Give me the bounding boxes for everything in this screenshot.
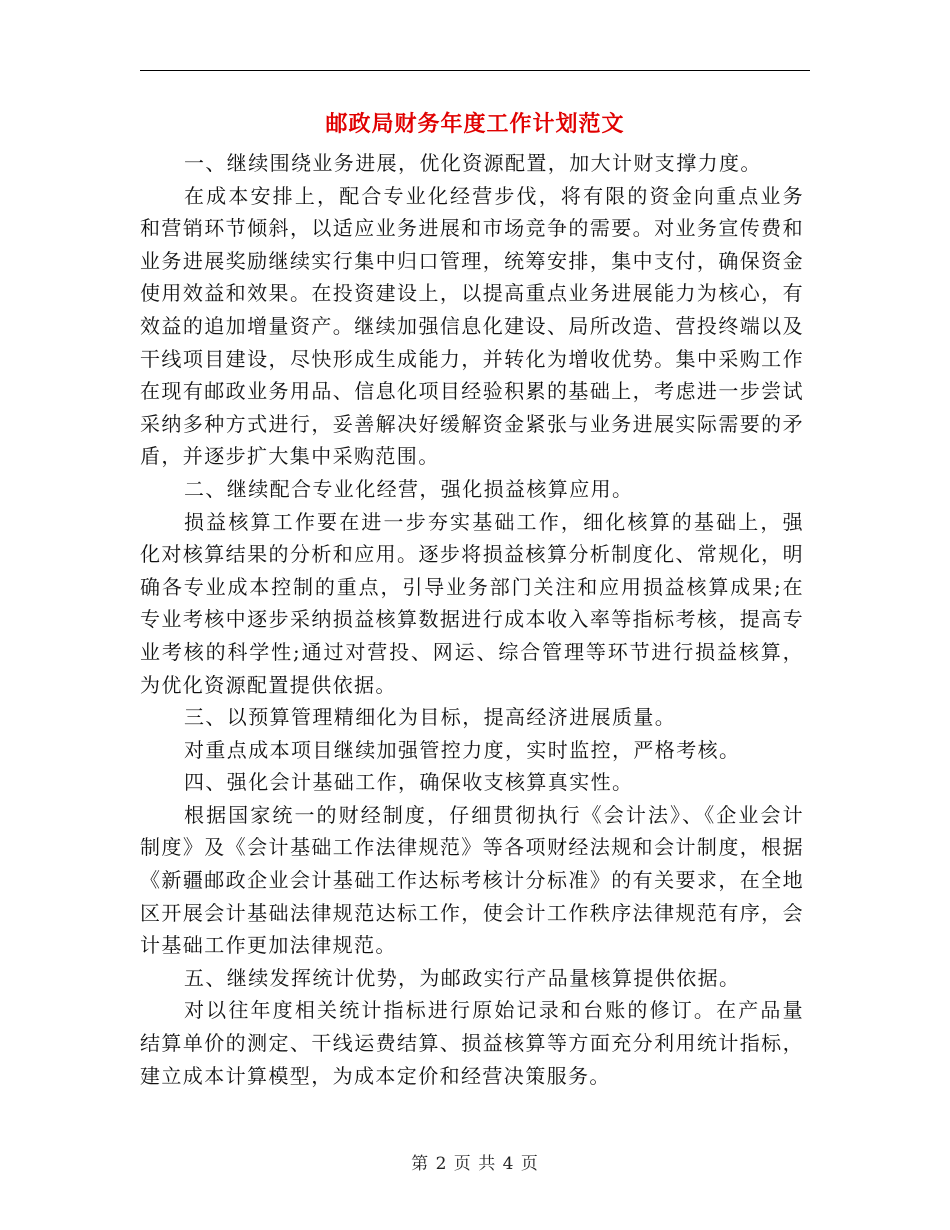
section-heading-3: 三、以预算管理精细化为目标，提高经济进展质量。 (184, 705, 677, 730)
paragraph-3: 对重点成本项目继续加强管控力度，实时监控，严格考核。 (184, 737, 741, 762)
document-title: 邮政局财务年度工作计划范文 (325, 111, 625, 137)
paragraph-1: 在成本安排上，配合专业化经营步伐，将有限的资金向重点业务和营销环节倾斜，以适应业务进展和市场竞争的需要。对业务宣传费和业务进展奖励继续实行集中归口管理，统筹安排，集中支付，确保资金使用效益和效果。在投资建设上，以提高重点业务进展能力为核心，有效益的追加增量资产。继续加强信息化建设、局所改造、营投终端以及干线项目建设，尽快形成生成能力，并转化为增收优势。集中采购工作在现有邮政业务用品、信息化项目经验积累的基础上，考虑进一步尝试采纳多种方式进行，妥善解决好缓解资金紧张与业务进展实际需要的矛盾，并逐步扩大集中采购范围。 (140, 183, 804, 469)
page-number-footer: 第 2 页 共 4 页 (411, 1154, 539, 1174)
section-heading-5: 五、继续发挥统计优势，为邮政实行产品量核算提供依据。 (184, 965, 741, 990)
section-heading-2: 二、继续配合专业化经营，强化损益核算应用。 (184, 476, 634, 501)
section-heading-1: 一、继续围绕业务进展，优化资源配置，加大计财支撑力度。 (184, 151, 762, 175)
paragraph-4: 根据国家统一的财经制度，仔细贯彻执行《会计法》、《企业会计制度》及《会计基础工作法律规范》等各项财经法规和会计制度，根据《新疆邮政企业会计基础工作达标考核计分标准》的有关要求，在全地区开展会计基础法律规范达标工作，使会计工作秩序法律规范有序，会计基础工作更加法律规范。 (140, 802, 804, 958)
document-body (140, 147, 804, 1092)
paragraph-5: 对以往年度相关统计指标进行原始记录和台账的修订。在产品量结算单价的测定、干线运费结算、损益核算等方面充分利用统计指标，建立成本计算模型，为成本定价和经营决策服务。 (140, 998, 804, 1088)
section-heading-4: 四、强化会计基础工作，确保收支核算真实性。 (184, 770, 634, 795)
header-rule (140, 70, 810, 71)
paragraph-2: 损益核算工作要在进一步夯实基础工作，细化核算的基础上，强化对核算结果的分析和应用。逐步将损益核算分析制度化、常规化，明确各专业成本控制的重点，引导业务部门关注和应用损益核算成果;在专业考核中逐步采纳损益核算数据进行成本收入率等指标考核，提高专业考核的科学性;通过对营投、网运、综合管理等环节进行损益核算，为优化资源配置提供依据。 (140, 509, 804, 697)
